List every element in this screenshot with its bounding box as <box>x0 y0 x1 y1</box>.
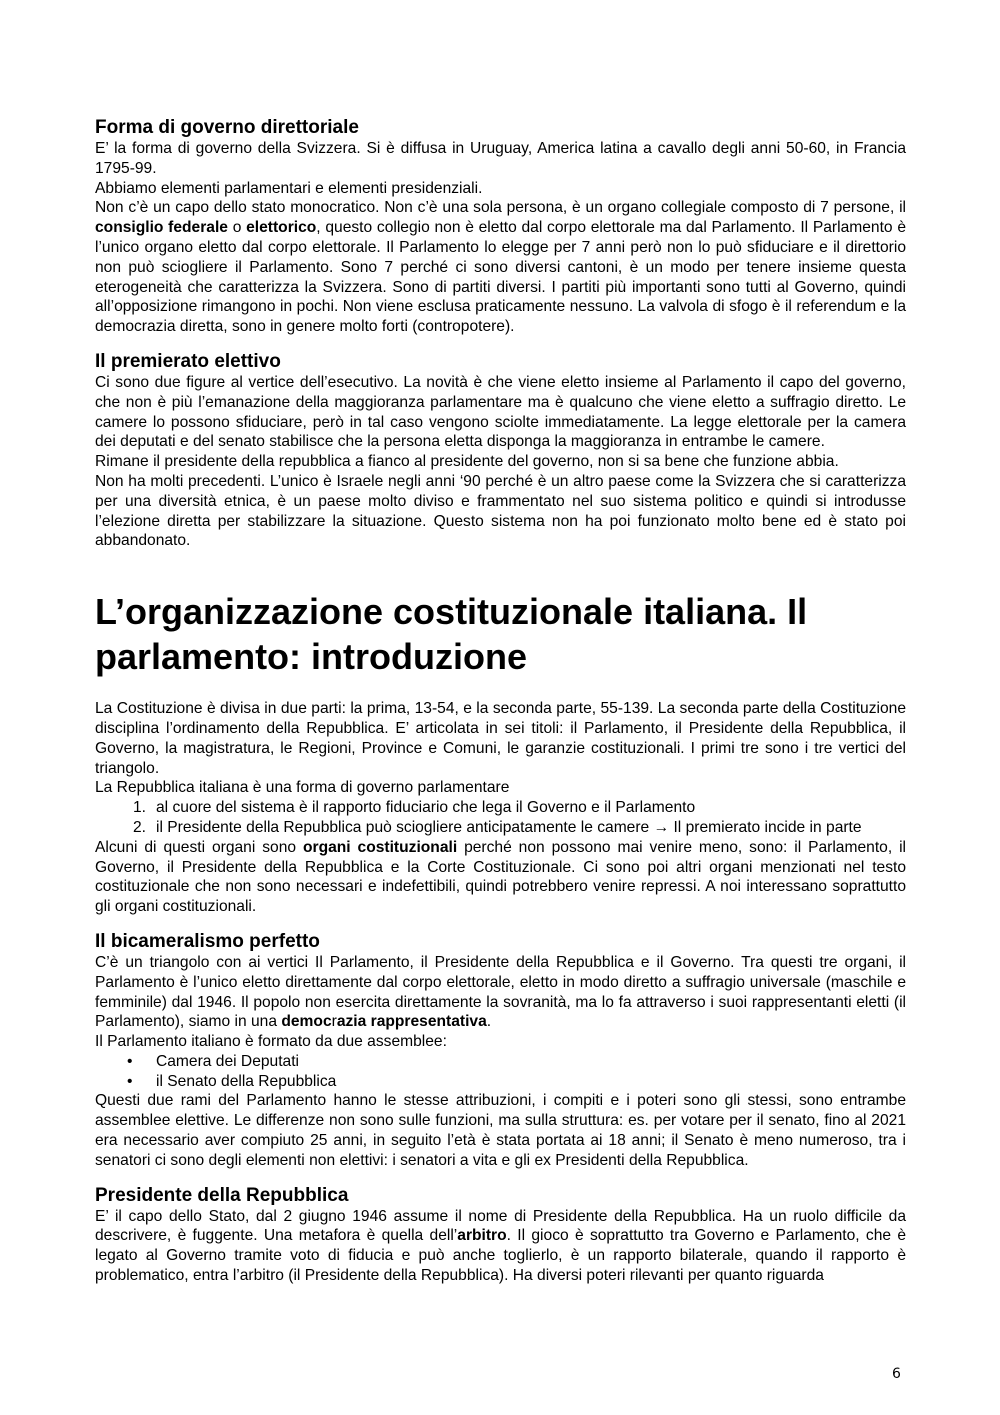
paragraph: Questi due rami del Parlamento hanno le stesse attribuzioni, i compiti e i poteri sono gli stessi, sono entrambe assemblee elettive. Le differenze non sono sulle funzioni, ma sulla struttura: es. per votare per il senato, fino al 2021 era necessario aver compiuto 25 anni, in seguito l’età è stata portata ai 18 anni; il Senato è meno numeroso, tra i senatori ci sono degli elementi non elettivi: i senatori a vita e gli ex Presidenti della Repubblica. <box>95 1092 906 1169</box>
numbered-list <box>95 798 906 838</box>
text-run: o <box>227 219 247 237</box>
text-run: perché non possono mai venire meno, sono: il Parlamento, il Governo, il Presidente della Repubblica e la Corte Costituzionale. Ci sono poi altri organi menzionati nel testo costituzionale che non sono necessari e indefettibili, quindi potrebbero venire repressi. A noi interessano soprattutto gli organi costituzionali. <box>95 838 906 916</box>
paragraph <box>95 198 906 337</box>
section-heading: Il bicameralismo perfetto <box>95 930 320 952</box>
list-item <box>95 1052 906 1072</box>
bold-term: organi costituzionali <box>302 838 458 856</box>
paragraph <box>95 1207 906 1286</box>
paragraph: Il Parlamento italiano è formato da due assemblee: <box>95 1033 447 1051</box>
paragraph: La Costituzione è divisa in due parti: la prima, 13-54, e la seconda parte, 55-139. La seconda parte della Costituzione disciplina l’ordinamento della Repubblica. E’ articolata in sei titoli: il Parlamento, il Presidente della Repubblica, il Governo, la magistratura, le Regioni, Province e Comuni, le garanzie costituzionali. I primi tre sono i tre vertici del triangolo. <box>95 700 906 777</box>
list-item <box>95 818 906 838</box>
list-number: 1. <box>132 799 146 817</box>
text-run: E’ il capo dello Stato, dal 2 giugno 1946 assume il nome di Presidente della Repubblica. Ha un ruolo difficile da descrivere, è fuggente. Una metafora è quella dell’ <box>95 1207 906 1245</box>
bold-term: democ <box>281 1013 332 1031</box>
text-run: , questo collegio non è eletto dal corpo elettorale ma dal Parlamento. Il Parlamento è l’unico organo eletto dal corpo elettorale. Il Parlamento lo elegge per 7 anni però non lo può sfiduciare e il direttorio non può sciogliere il Parlamento. Sono 7 perché ci sono diversi cantoni, è un modo per tenere insieme questa eterogeneità che caratterizza la Svizzera. Sono di partiti diversi. I partiti più importanti sono tutti al Governo, quindi all’opposizione rimangono in pochi. Non viene esclusa praticamente nessuno. La valvola di sfogo è il referendum e la democrazia diretta, sono in genere molto forti (contropotere). <box>95 219 907 336</box>
section-heading: Forma di governo direttoriale <box>95 117 359 138</box>
list-item-text: al cuore del sistema è il rapporto fiduciario che lega il Governo e il Parlamento <box>156 799 696 817</box>
chapter-title-line: L’organizzazione costituzionale italiana. Il <box>95 591 808 633</box>
list-number: 2. <box>132 818 146 836</box>
text-run: . <box>486 1013 492 1031</box>
list-item-text: il Senato della Repubblica <box>156 1072 337 1090</box>
chapter-title-line: parlamento: introduzione <box>95 636 527 678</box>
list-item-text: Camera dei Deputati <box>156 1052 300 1070</box>
text-run: . Il gioco è soprattutto tra Governo e Parlamento, che è legato al Governo tramite voto di fiducia e può anche toglierlo, è un rapporto bilaterale, quando il rapporto è problematico, entra l’arbitro (il Presidente della Repubblica). Ha diversi poteri rilevanti per quanto riguarda <box>95 1227 907 1285</box>
bold-term: azia rappresentativa <box>336 1013 487 1031</box>
paragraph: Rimane il presidente della repubblica a fianco al presidente del governo, non si sa bene che funzione abbia. <box>95 453 839 471</box>
bullet-list <box>95 1052 906 1092</box>
list-item <box>95 798 906 818</box>
bold-term: consiglio federale <box>95 219 228 237</box>
paragraph: La Repubblica italiana è una forma di governo parlamentare <box>95 779 510 797</box>
section-heading: Presidente della Repubblica <box>95 1184 349 1206</box>
list-item <box>95 1072 906 1092</box>
bullet-icon: • <box>127 1052 133 1070</box>
section-heading: Il premierato elettivo <box>95 350 281 372</box>
paragraph: Abbiamo elementi parlamentari e elementi presidenziali. <box>95 179 483 197</box>
bold-term: elettorico <box>246 219 317 237</box>
paragraph: E’ la forma di governo della Svizzera. Si è diffusa in Uruguay, America latina a cavallo degli anni 50-60, in Francia 1795-99. <box>95 140 906 177</box>
paragraph <box>95 838 906 917</box>
text-run: Non c’è un capo dello stato monocratico. Non c’è una sola persona, è un organo collegiale composto di 7 persone, il <box>95 199 906 217</box>
document-page <box>95 117 906 1286</box>
paragraph <box>95 953 906 1032</box>
paragraph: Non ha molti precedenti. L’unico è Israele negli anni ‘90 perché è un altro paese come la Svizzera che si caratterizza per una diversità etnica, è un paese molto diviso e frammentato nel suo sistema politico e quindi si introdusse l’elezione diretta per stabilizzare la situazione. Questo sistema non ha poi funzionato molto bene ed è stato poi abbandonato. <box>95 472 906 550</box>
text-run: Alcuni di questi organi sono <box>95 838 303 856</box>
chapter-title <box>95 589 906 679</box>
paragraph: Ci sono due figure al vertice dell’esecutivo. La novità è che viene eletto insieme al Parlamento il capo del governo, che non è più l’emanazione della maggioranza parlamentare ma è qualcuno che viene eletto a suffragio diretto. Le camere lo possono sfiduciare, però in tal caso vengono sciolte immediatamente. La legge elettorale per la camera dei deputati e del senato stabilisce che la persona eletta disponga la maggioranza in entrambe le camere. <box>95 373 906 451</box>
text-run: r <box>331 1013 337 1031</box>
list-item-text: il Presidente della Repubblica può sciogliere anticipatamente le camere → Il premierato incide in parte <box>156 818 862 836</box>
bullet-icon: • <box>127 1072 133 1090</box>
text-run: C’è un triangolo con ai vertici Il Parlamento, il Presidente della Repubblica e il Governo. Tra questi tre organi, il Parlamento è l’unico eletto direttamente dal corpo elettorale, eletto in modo diretto a suffragio universale (maschile e femminile) dal 1946. Il popolo non esercita direttamente la sovranità, ma lo fa attraverso i suoi rappresentanti eletti (il Parlamento), siamo in una <box>95 953 906 1031</box>
bold-term: arbitro <box>457 1227 507 1245</box>
page-number: 6 <box>892 1366 901 1382</box>
